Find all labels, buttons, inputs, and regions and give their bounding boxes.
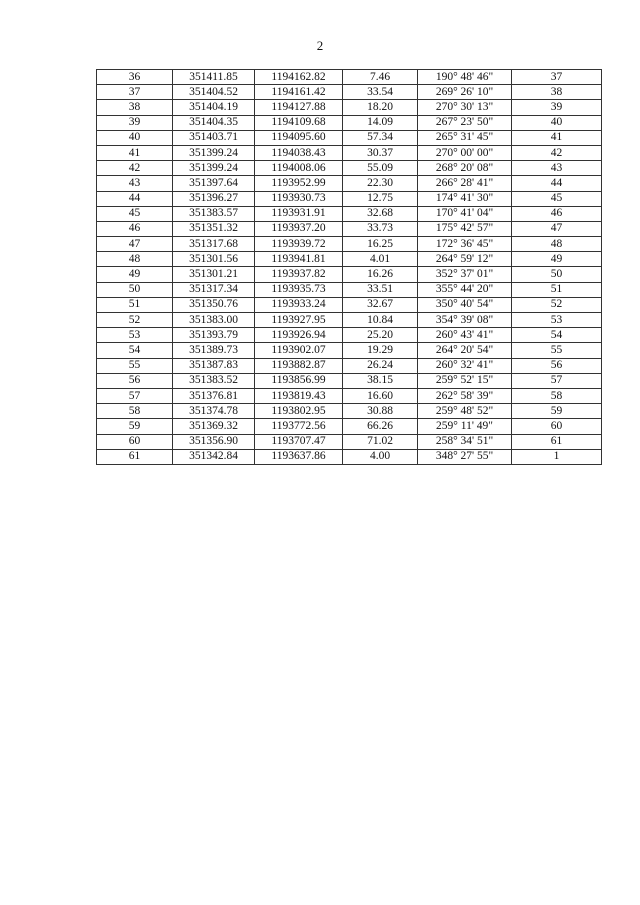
y-coordinate-cell: 1193819.43 [255,388,343,403]
x-coordinate-cell: 351404.35 [173,115,255,130]
next-point-cell: 48 [512,237,602,252]
y-coordinate-cell: 1193935.73 [255,282,343,297]
point-number-cell: 50 [97,282,173,297]
table-row [97,358,602,373]
next-point-cell: 38 [512,85,602,100]
y-coordinate-cell: 1193882.87 [255,358,343,373]
point-number-cell: 60 [97,434,173,449]
coordinates-table-body [97,70,602,465]
y-coordinate-cell: 1193772.56 [255,419,343,434]
table-row [97,237,602,252]
distance-cell: 32.68 [343,206,418,221]
table-row [97,130,602,145]
next-point-cell: 59 [512,404,602,419]
point-number-cell: 43 [97,176,173,191]
table-row [97,282,602,297]
y-coordinate-cell: 1193937.82 [255,267,343,282]
point-number-cell: 48 [97,252,173,267]
distance-cell: 38.15 [343,373,418,388]
bearing-cell: 267° 23' 50" [418,115,512,130]
distance-cell: 16.60 [343,388,418,403]
bearing-cell: 268° 20' 08" [418,161,512,176]
next-point-cell: 43 [512,161,602,176]
y-coordinate-cell: 1193707.47 [255,434,343,449]
x-coordinate-cell: 351351.32 [173,221,255,236]
distance-cell: 12.75 [343,191,418,206]
x-coordinate-cell: 351399.24 [173,145,255,160]
next-point-cell: 41 [512,130,602,145]
bearing-cell: 259° 52' 15" [418,373,512,388]
table-row [97,328,602,343]
bearing-cell: 190° 48' 46" [418,70,512,85]
distance-cell: 33.51 [343,282,418,297]
distance-cell: 18.20 [343,100,418,115]
x-coordinate-cell: 351374.78 [173,404,255,419]
distance-cell: 71.02 [343,434,418,449]
distance-cell: 33.73 [343,221,418,236]
table-row [97,313,602,328]
next-point-cell: 37 [512,70,602,85]
next-point-cell: 58 [512,388,602,403]
distance-cell: 57.34 [343,130,418,145]
x-coordinate-cell: 351317.34 [173,282,255,297]
bearing-cell: 175° 42' 57" [418,221,512,236]
table-row [97,404,602,419]
y-coordinate-cell: 1194162.82 [255,70,343,85]
bearing-cell: 350° 40' 54" [418,297,512,312]
table-row [97,176,602,191]
y-coordinate-cell: 1193952.99 [255,176,343,191]
y-coordinate-cell: 1194038.43 [255,145,343,160]
next-point-cell: 52 [512,297,602,312]
y-coordinate-cell: 1193856.99 [255,373,343,388]
table-row [97,449,602,464]
point-number-cell: 54 [97,343,173,358]
next-point-cell: 57 [512,373,602,388]
table-row [97,419,602,434]
bearing-cell: 264° 59' 12" [418,252,512,267]
y-coordinate-cell: 1193927.95 [255,313,343,328]
point-number-cell: 57 [97,388,173,403]
x-coordinate-cell: 351404.52 [173,85,255,100]
next-point-cell: 60 [512,419,602,434]
y-coordinate-cell: 1194008.06 [255,161,343,176]
next-point-cell: 40 [512,115,602,130]
bearing-cell: 270° 00' 00" [418,145,512,160]
distance-cell: 26.24 [343,358,418,373]
bearing-cell: 270° 30' 13" [418,100,512,115]
next-point-cell: 46 [512,206,602,221]
point-number-cell: 51 [97,297,173,312]
bearing-cell: 355° 44' 20" [418,282,512,297]
x-coordinate-cell: 351369.32 [173,419,255,434]
distance-cell: 25.20 [343,328,418,343]
y-coordinate-cell: 1193931.91 [255,206,343,221]
table-row [97,221,602,236]
next-point-cell: 39 [512,100,602,115]
y-coordinate-cell: 1193802.95 [255,404,343,419]
x-coordinate-cell: 351342.84 [173,449,255,464]
bearing-cell: 259° 48' 52" [418,404,512,419]
page-number: 2 [316,38,324,53]
bearing-cell: 262° 58' 39" [418,388,512,403]
bearing-cell: 264° 20' 54" [418,343,512,358]
x-coordinate-cell: 351396.27 [173,191,255,206]
y-coordinate-cell: 1193937.20 [255,221,343,236]
y-coordinate-cell: 1193930.73 [255,191,343,206]
distance-cell: 16.25 [343,237,418,252]
x-coordinate-cell: 351350.76 [173,297,255,312]
next-point-cell: 1 [512,449,602,464]
bearing-cell: 259° 11' 49" [418,419,512,434]
table-row [97,85,602,100]
x-coordinate-cell: 351403.71 [173,130,255,145]
point-number-cell: 46 [97,221,173,236]
y-coordinate-cell: 1194095.60 [255,130,343,145]
point-number-cell: 39 [97,115,173,130]
point-number-cell: 52 [97,313,173,328]
bearing-cell: 170° 41' 04" [418,206,512,221]
x-coordinate-cell: 351411.85 [173,70,255,85]
bearing-cell: 266° 28' 41" [418,176,512,191]
next-point-cell: 44 [512,176,602,191]
next-point-cell: 61 [512,434,602,449]
bearing-cell: 260° 43' 41" [418,328,512,343]
point-number-cell: 45 [97,206,173,221]
table-row [97,206,602,221]
next-point-cell: 54 [512,328,602,343]
bearing-cell: 258° 34' 51" [418,434,512,449]
y-coordinate-cell: 1194109.68 [255,115,343,130]
distance-cell: 30.88 [343,404,418,419]
y-coordinate-cell: 1193933.24 [255,297,343,312]
y-coordinate-cell: 1193941.81 [255,252,343,267]
distance-cell: 22.30 [343,176,418,191]
point-number-cell: 55 [97,358,173,373]
next-point-cell: 51 [512,282,602,297]
distance-cell: 14.09 [343,115,418,130]
distance-cell: 16.26 [343,267,418,282]
point-number-cell: 44 [97,191,173,206]
table-row [97,373,602,388]
distance-cell: 55.09 [343,161,418,176]
point-number-cell: 41 [97,145,173,160]
point-number-cell: 47 [97,237,173,252]
x-coordinate-cell: 351393.79 [173,328,255,343]
table-row [97,267,602,282]
bearing-cell: 174° 41' 30" [418,191,512,206]
distance-cell: 19.29 [343,343,418,358]
point-number-cell: 53 [97,328,173,343]
next-point-cell: 50 [512,267,602,282]
distance-cell: 66.26 [343,419,418,434]
next-point-cell: 45 [512,191,602,206]
table-row [97,297,602,312]
point-number-cell: 58 [97,404,173,419]
point-number-cell: 56 [97,373,173,388]
next-point-cell: 53 [512,313,602,328]
next-point-cell: 49 [512,252,602,267]
bearing-cell: 260° 32' 41" [418,358,512,373]
distance-cell: 10.84 [343,313,418,328]
bearing-cell: 265° 31' 45" [418,130,512,145]
table-row [97,70,602,85]
point-number-cell: 36 [97,70,173,85]
table-row [97,145,602,160]
x-coordinate-cell: 351376.81 [173,388,255,403]
table-row [97,388,602,403]
distance-cell: 4.00 [343,449,418,464]
x-coordinate-cell: 351317.68 [173,237,255,252]
bearing-cell: 172° 36' 45" [418,237,512,252]
y-coordinate-cell: 1194161.42 [255,85,343,100]
table-row [97,161,602,176]
next-point-cell: 42 [512,145,602,160]
bearing-cell: 352° 37' 01" [418,267,512,282]
point-number-cell: 38 [97,100,173,115]
x-coordinate-cell: 351383.52 [173,373,255,388]
distance-cell: 30.37 [343,145,418,160]
next-point-cell: 56 [512,358,602,373]
x-coordinate-cell: 351389.73 [173,343,255,358]
table-row [97,434,602,449]
x-coordinate-cell: 351383.00 [173,313,255,328]
x-coordinate-cell: 351301.21 [173,267,255,282]
bearing-cell: 348° 27' 55" [418,449,512,464]
y-coordinate-cell: 1193939.72 [255,237,343,252]
next-point-cell: 55 [512,343,602,358]
distance-cell: 33.54 [343,85,418,100]
distance-cell: 4.01 [343,252,418,267]
point-number-cell: 42 [97,161,173,176]
point-number-cell: 37 [97,85,173,100]
x-coordinate-cell: 351383.57 [173,206,255,221]
y-coordinate-cell: 1193926.94 [255,328,343,343]
point-number-cell: 61 [97,449,173,464]
table-row [97,343,602,358]
next-point-cell: 47 [512,221,602,236]
y-coordinate-cell: 1193637.86 [255,449,343,464]
coordinates-table [96,69,602,465]
table-row [97,252,602,267]
x-coordinate-cell: 351397.64 [173,176,255,191]
table-row [97,191,602,206]
point-number-cell: 49 [97,267,173,282]
bearing-cell: 269° 26' 10" [418,85,512,100]
y-coordinate-cell: 1194127.88 [255,100,343,115]
x-coordinate-cell: 351404.19 [173,100,255,115]
point-number-cell: 40 [97,130,173,145]
bearing-cell: 354° 39' 08" [418,313,512,328]
distance-cell: 32.67 [343,297,418,312]
x-coordinate-cell: 351356.90 [173,434,255,449]
point-number-cell: 59 [97,419,173,434]
x-coordinate-cell: 351387.83 [173,358,255,373]
x-coordinate-cell: 351399.24 [173,161,255,176]
table-row [97,115,602,130]
x-coordinate-cell: 351301.56 [173,252,255,267]
table-row [97,100,602,115]
y-coordinate-cell: 1193902.07 [255,343,343,358]
distance-cell: 7.46 [343,70,418,85]
